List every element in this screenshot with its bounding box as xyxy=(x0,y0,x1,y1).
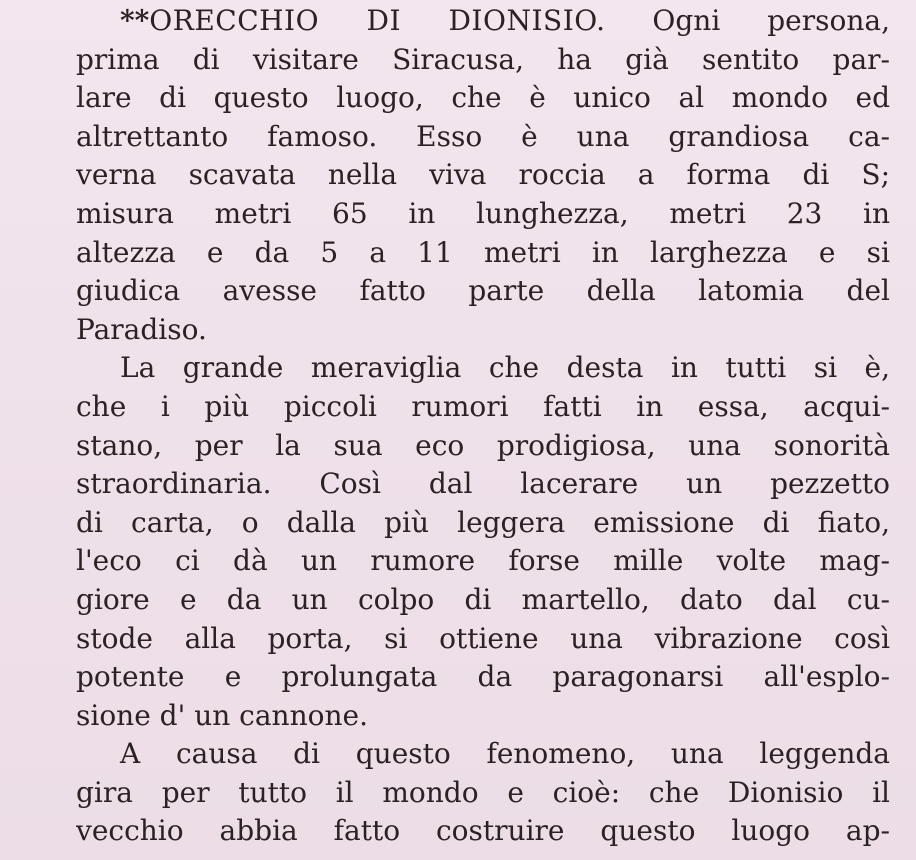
text-line: altrettanto famoso. Esso è una grandiosa ca- xyxy=(76,119,890,153)
text-line: lare di questo luogo, che è unico al mondo ed xyxy=(76,81,890,115)
text-line: giore e da un colpo di martello, dato dal cu- xyxy=(76,582,890,616)
paragraph-first-line: A causa di questo fenomeno, una leggenda xyxy=(120,737,890,771)
text-line: stano, per la sua eco prodigiosa, una sonorità xyxy=(76,428,890,462)
text-line: potente e prolungata da paragonarsi all'esplo- xyxy=(76,660,890,694)
text-line: stode alla porta, si ottiene una vibrazione così xyxy=(76,621,890,655)
paragraph-first-line: La grande meraviglia che desta in tutti si è, xyxy=(120,351,890,385)
text-line: l'eco ci dà un rumore forse mille volte mag- xyxy=(76,544,890,578)
text-line: vecchio abbia fatto costruire questo luogo ap- xyxy=(76,814,890,848)
text-line: che i più piccoli rumori fatti in essa, acqui- xyxy=(76,389,890,423)
text-line: giudica avesse fatto parte della latomia del xyxy=(76,274,890,308)
heading-line xyxy=(76,2,890,41)
heading-title: ORECCHIO DI DIONISIO. xyxy=(149,4,606,37)
heading-stars: ** xyxy=(120,4,150,37)
text-line: altezza e da 5 a 11 metri in larghezza e si xyxy=(76,235,890,269)
text-line: gira per tutto il mondo e cioè: che Dionisio il xyxy=(76,775,890,809)
text-line: verna scavata nella viva roccia a forma di S; xyxy=(76,158,890,192)
text-line: sione d' un cannone. xyxy=(76,698,368,732)
text-line: straordinaria. Così dal lacerare un pezzetto xyxy=(76,467,890,501)
article-text xyxy=(76,2,890,851)
text-line: prima di visitare Siracusa, ha già sentito par- xyxy=(76,42,890,76)
heading-lead-text: Ogni persona, xyxy=(605,4,890,37)
text-line: misura metri 65 in lunghezza, metri 23 in xyxy=(76,196,890,230)
text-line: di carta, o dalla più leggera emissione di fiato, xyxy=(76,505,890,539)
text-line: Paradiso. xyxy=(76,312,207,346)
